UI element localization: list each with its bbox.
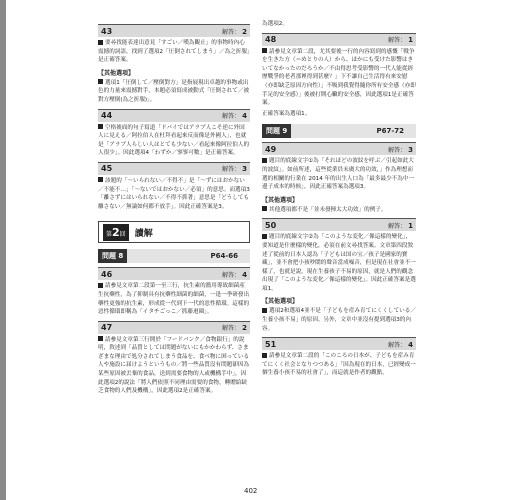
question-header-43 [98,24,250,37]
other-options-heading: 【其他選項】 [262,298,299,306]
explanation-paragraph [262,352,416,378]
bullet-icon [98,40,103,45]
answer-value: 3 [408,145,413,154]
answer-label-text: 解答： [222,271,241,279]
answer-label-text: 解答： [388,222,407,230]
question-number: 48 [265,35,277,45]
question-header-44 [98,109,250,122]
explanation-paragraph [98,282,250,316]
summary-text: 正確答案為選項1。 [262,110,311,117]
other-options-text: 其他選項都不是「並未發揮太大功效」的例子。 [269,206,387,213]
continued-text: 為選項2。 [262,21,288,27]
question-header-46 [98,267,250,280]
answer-label-text: 解答： [222,166,241,174]
bullet-icon [262,308,267,313]
explanation-text: 空格後面的句子寫道「ドバイではアラブ人こそ逆に外国人に見える／阿拉伯人在杜拜看起來反而像是外國人」，也就是「アラブ人らしい人はとても少ない／看起來像阿拉伯人的人很少」。因此選項4「わずか／寥寥可數」是正確答案。 [98,124,250,157]
answer-label [222,270,247,279]
question-number: 45 [101,164,113,174]
question-header-49 [262,142,416,155]
question-number: 43 [101,26,113,36]
mondai-pages: P64-66 [210,252,238,261]
question-number: 44 [101,111,113,121]
explanation-text: 請參見文章第三行開於「フードバンク／食物銀行」的說明，敘述到「品質としては問題がないにもかかわらず、さまざまな理由で処分されてしまう食品を、食べ物に困っている人や施設に届けようというもの／將一些品質沒有問題卻因為某些原因被丟棄的食品，送到需要食物的人或機構手中」，因此選項2的說法「將人們依照不同理由需要的食物，轉贈給缺乏食物的人們及機構」，因此選項2是正確答案。 [98,336,250,395]
page-number: 402 [244,487,258,495]
bullet-icon [262,48,267,53]
mondai-bar-9 [262,124,416,138]
other-options-heading: 【其他選項】 [98,69,135,77]
other-options-paragraph [262,206,416,215]
bullet-icon [262,206,267,211]
explanation-text: 該題的「～いられない／不得不」是「～ずにはおかない／不能不…」「～ないではおかない／必須」的意思。而選項3「離さずにはいられない／不得不抓著」意思是「どうしても離さない／無論如何都不放手」。因此正確答案是3。 [98,177,250,210]
other-options-paragraph [262,307,416,333]
mondai-bar-8 [98,249,250,263]
explanation-paragraph [98,177,250,211]
question-header-47 [98,321,250,334]
answer-label [222,27,247,36]
badge-prefix: 第 [106,230,113,238]
answer-label-text: 解答： [388,146,407,154]
question-number: 46 [101,269,113,279]
bullet-icon [98,79,103,84]
explanation-text: 請參見文章第二段第一至三行，抗生素的濫用導致細菌產生抗藥性，為了抑制具有抗藥性細菌的細菌，一逢一季研發出藥性更強的抗生素，形成從一代到下一代的惡性循環。這樣的惡性循環即稱為「イタチごっこ／抓藤迴圈」。 [98,283,250,316]
bullet-icon [262,234,267,239]
page-edge-tab [0,0,6,500]
answer-value: 1 [408,36,413,45]
mondai-pages: P67-72 [376,127,404,136]
answer-label [388,340,413,349]
other-options-text: 選項2和選項4並不是「子どもを産み育てにくくしている／生養小孩不易」的原因。另外，文章中並沒有提到選項3的內容。 [262,308,416,332]
answer-label-text: 解答： [222,113,241,121]
other-options-paragraph [98,79,250,105]
answer-label-text: 解答： [222,325,241,333]
answer-value: 2 [242,27,247,36]
answer-value: 4 [408,340,413,349]
mondai-name: 問題 9 [262,124,291,138]
bullet-icon [98,283,103,288]
answer-label [388,221,413,230]
answer-label [222,323,247,332]
bullet-icon [98,336,103,341]
section-title: 讀解 [134,228,153,239]
bullet-icon [262,158,267,163]
explanation-text: 請參見文章第二段，尤其要後一行的內容寫到的感慨「戦争を生きた方（＝めとりの人）から、ほかにも受けた影響はきいてなかったのだろうか／不由得思考受影響的一代人能從經歷戰爭的老者那裡得到甚麼？」下不讓自己生活得有來安慰（亦即缺乏原因方向性）」不吸到我覺得隨你所有安全感（亦即手足的安全感）」後被打開心臟的安全感，因此選項1是正確答案。 [262,48,416,107]
explanation-paragraph [98,39,250,65]
section-badge [103,224,129,241]
explanation-text: 題目的底線文字②為「このような変化／像這樣的變化」，要知道是什麼樣的變化，必須在前文尋找答案。文章第四段敘述了從前的日本人認為「子どもは国の宝／孩子是國家的寶藏」，並不會把小孩吵鬧的聲音當成噪音，但是現在社會並不一樣了，也就是說，現在生養孩子不易的原因，就是人們的觀念出現了「このような変化／像這樣的變化」。因此正確答案是選項1。 [262,234,416,292]
question-number: 50 [265,220,277,230]
question-number: 51 [265,339,277,349]
other-options-heading: 【其他選項】 [262,196,299,204]
badge-suffix: 回 [119,230,126,238]
answer-label-text: 解答： [388,341,407,349]
answer-value: 4 [242,270,247,279]
answer-label [388,145,413,154]
explanation-text: 要尋找能表達出意見「すごい／嘆為觀止」的事物時內心震撼的詞語，找到了選項2「圧倒されてしまう」／為之折服」是正確答案。 [98,40,250,64]
mondai-name: 問題 8 [98,249,127,263]
answer-label [388,35,413,44]
bullet-icon [262,353,267,358]
question-number: 49 [265,144,277,154]
section-heading [98,221,250,243]
answer-label [222,164,247,173]
explanation-paragraph [98,336,250,396]
question-header-48 [262,33,416,46]
question-header-45 [98,162,250,175]
explanation-paragraph [262,48,416,108]
explanation-paragraph [262,157,416,191]
answer-label-text: 解答： [388,37,407,45]
explanation-paragraph [98,124,250,158]
answer-value: 3 [242,165,247,174]
left-column [98,20,250,396]
explanation-paragraph [262,233,416,293]
explanation-text: 題目的底線文字①為「それほどの波紋を呼ぶ／引起如此大的波紋」。如前所述，這些從業員未廣大的功效，」作為理想而選的相關的行業在 2014 年的出生人口為「最多最少不為中一邊子成本的時候」，因此正確答案為選項3。 [262,158,415,191]
answer-label [222,111,247,120]
bullet-icon [98,177,103,182]
bullet-icon [98,124,103,129]
answer-label-text: 解答： [222,28,241,36]
answer-value: 4 [242,112,247,121]
other-options-text: 選項1「圧倒して／壓倒對方」是指展現出卓越的事物或出色的力量來震撼對手，本題必須寫成被動式「圧倒されて／被對方壓倒(為之折服)」。 [98,79,250,103]
answer-value: 1 [408,221,413,230]
badge-number: 2 [112,225,120,239]
explanation-text: 請參見文章第二段的「このころの日本が、子どもを産み育てにくく社会となりつつある」「因為現在的日本，已經變成一個生養小孩不易的社會了」，而這就是作者的觀點。 [262,353,416,377]
question-header-50 [262,218,416,231]
question-number: 47 [101,323,113,333]
question-header-51 [262,337,416,350]
answer-value: 2 [242,324,247,333]
right-column [262,20,416,378]
